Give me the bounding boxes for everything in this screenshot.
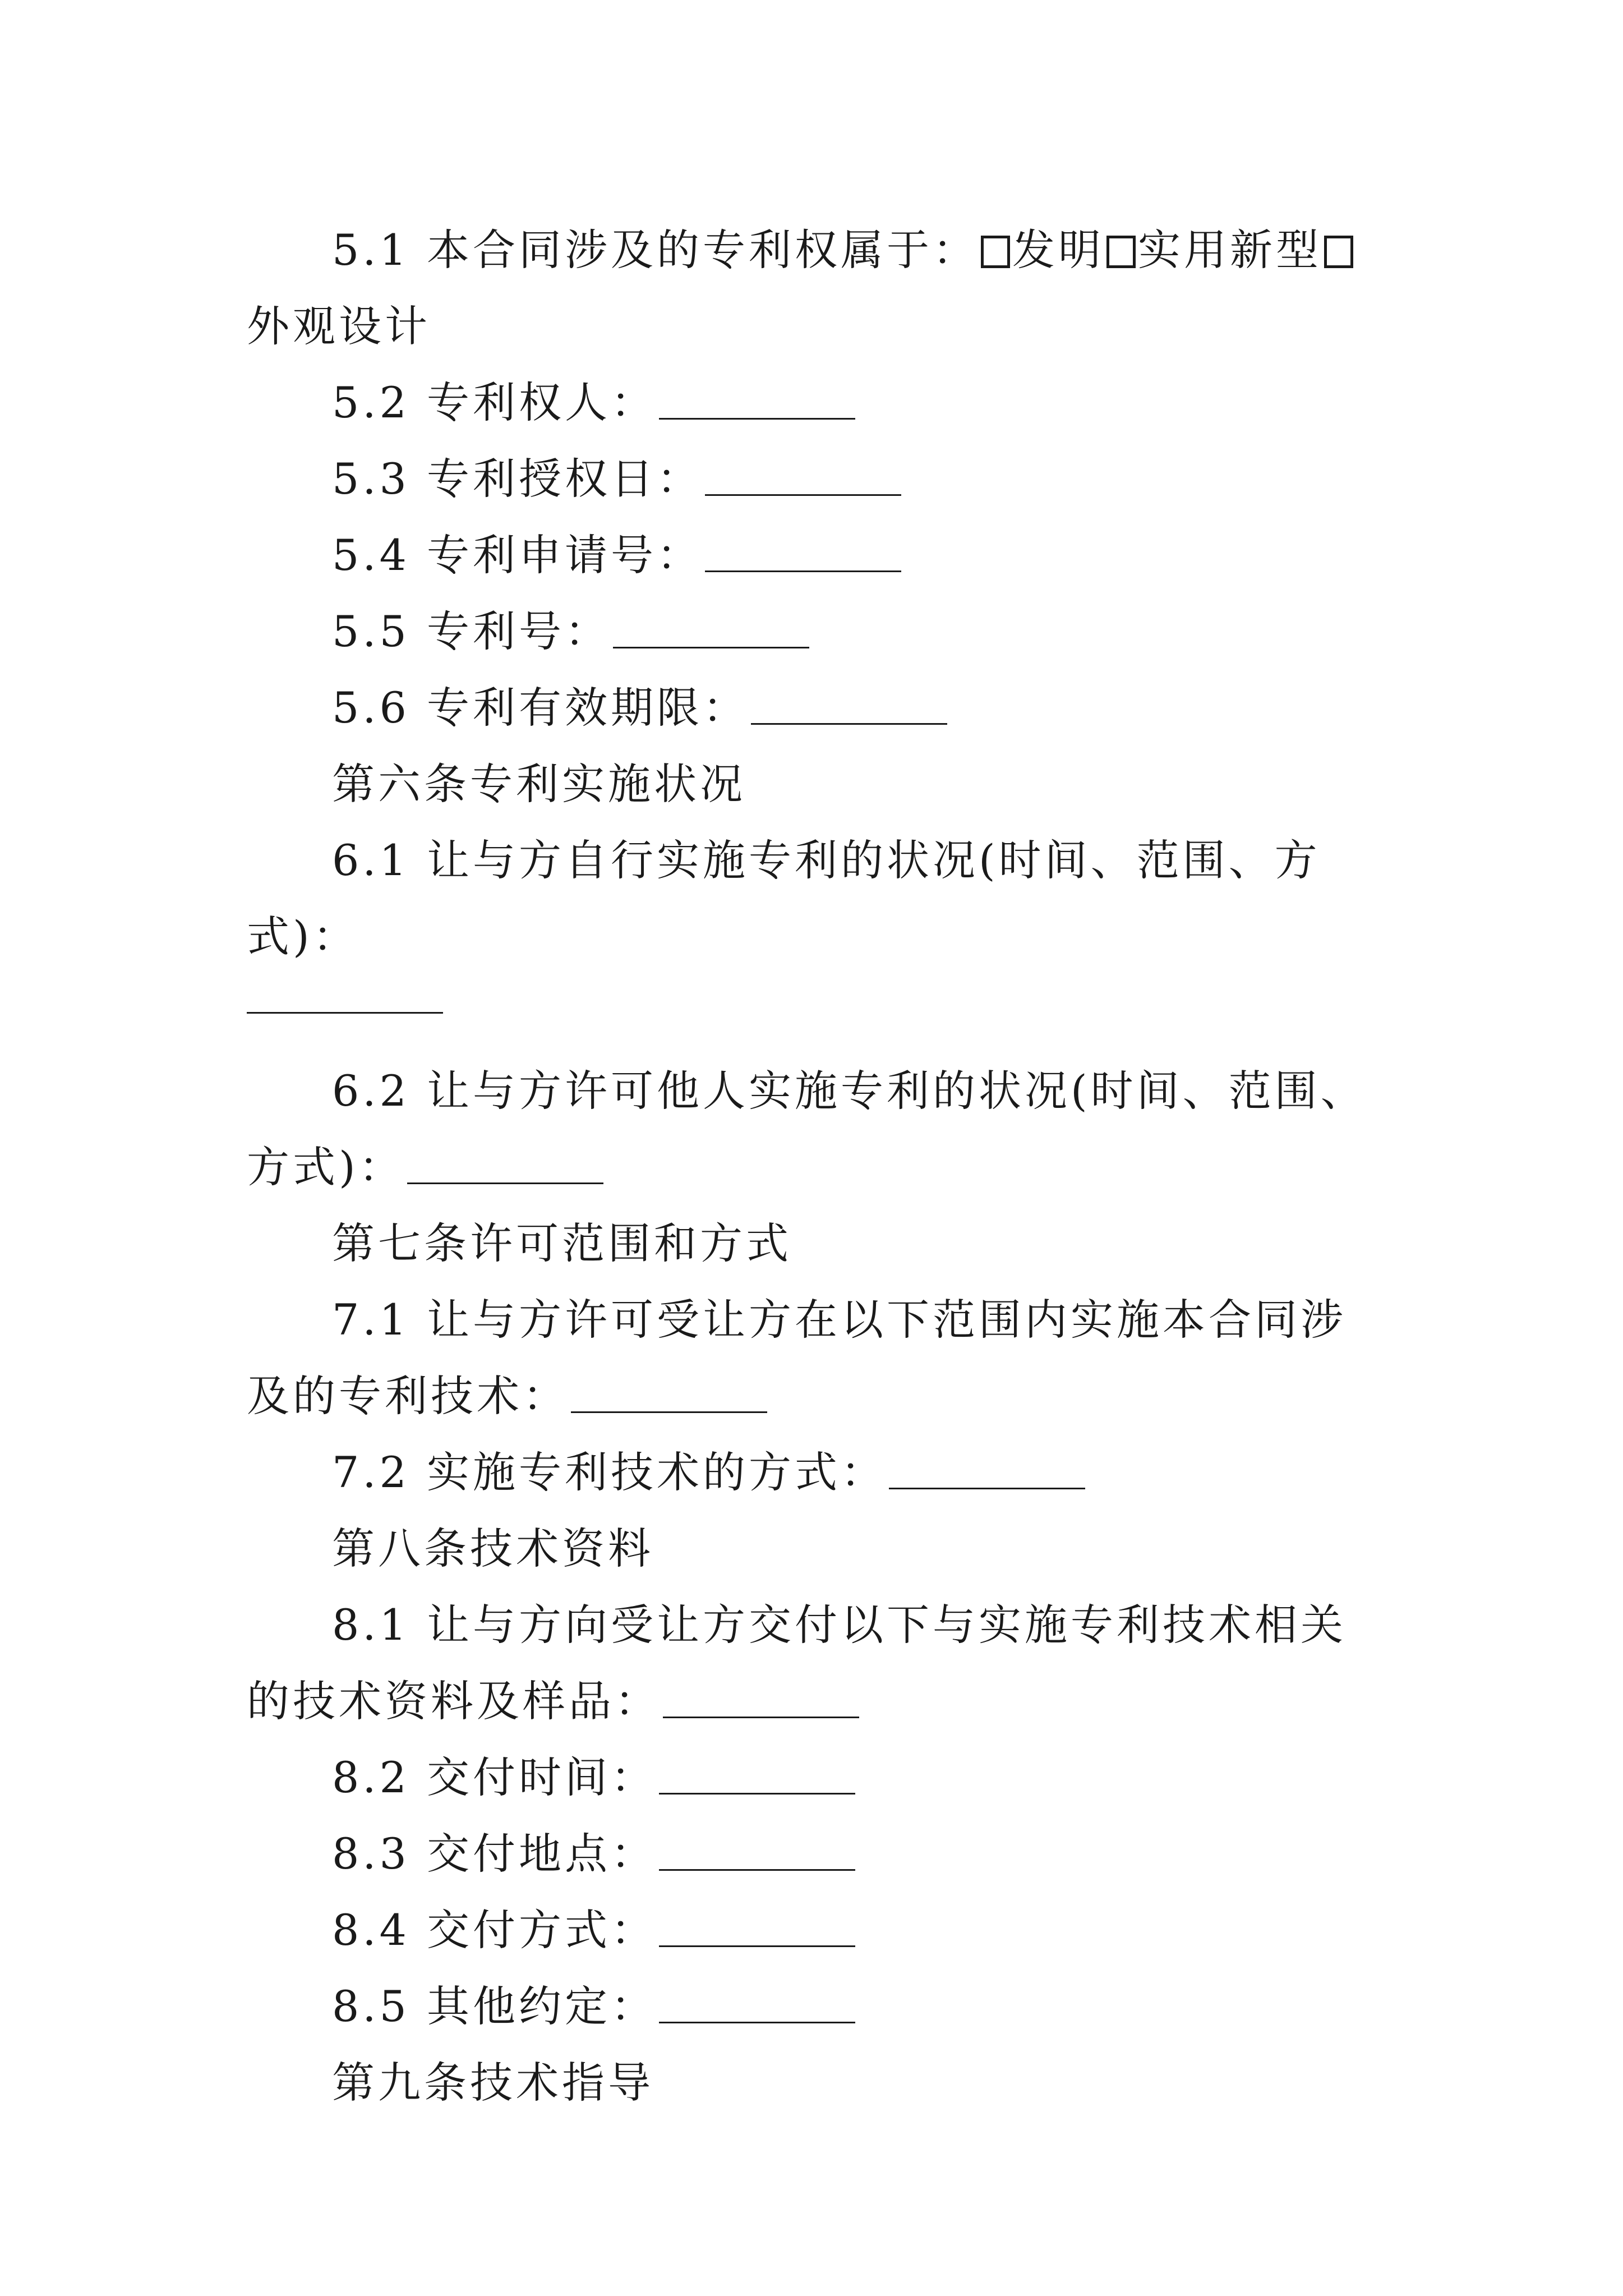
checkbox-design[interactable] bbox=[1324, 236, 1353, 268]
clause-5-2-label: 5.2 专利权人： bbox=[332, 378, 657, 427]
clause-6-2 bbox=[247, 1053, 1380, 1205]
clause-5-5 bbox=[247, 593, 1380, 670]
application-number-blank[interactable] bbox=[705, 533, 901, 572]
clause-5-1-label: 5.1 本合同涉及的专利权属于： bbox=[332, 225, 979, 275]
clause-5-5-label: 5.5 专利号： bbox=[332, 606, 611, 656]
clause-7-2 bbox=[247, 1434, 1380, 1511]
grant-date-blank[interactable] bbox=[705, 457, 901, 496]
clause-5-2 bbox=[247, 365, 1380, 441]
delivery-method-blank[interactable] bbox=[659, 1908, 855, 1947]
clause-8-4 bbox=[247, 1892, 1380, 1968]
clause-8-5-label: 8.5 其他约定： bbox=[332, 1981, 657, 2031]
option-utility-model-label: 实用新型 bbox=[1138, 225, 1322, 275]
delivery-time-blank[interactable] bbox=[659, 1756, 855, 1795]
article-7-title: 第七条许可范围和方式 bbox=[332, 1218, 792, 1268]
clause-8-2-label: 8.2 交付时间： bbox=[332, 1752, 657, 1802]
technical-materials-blank[interactable] bbox=[663, 1680, 859, 1718]
clause-6-1-label: 6.1 让与方自行实施专利的状况(时间、范围、方式)： bbox=[247, 835, 1321, 961]
clause-8-3 bbox=[247, 1816, 1380, 1892]
patentee-blank[interactable] bbox=[659, 381, 855, 420]
patent-number-blank[interactable] bbox=[613, 610, 809, 648]
article-7-heading bbox=[247, 1205, 1380, 1282]
clause-5-6 bbox=[247, 670, 1380, 746]
article-8-title: 第八条技术资料 bbox=[332, 1524, 654, 1573]
implementation-method-blank[interactable] bbox=[889, 1451, 1085, 1489]
clause-8-1-label: 8.1 让与方向受让方交付以下与实施专利技术相关的技术资料及样品： bbox=[247, 1600, 1347, 1726]
delivery-place-blank[interactable] bbox=[659, 1832, 855, 1871]
checkbox-invention[interactable] bbox=[981, 236, 1010, 268]
article-6-heading bbox=[247, 746, 1380, 822]
article-9-title: 第九条技术指导 bbox=[332, 2058, 654, 2108]
option-invention-label: 发明 bbox=[1012, 225, 1105, 275]
clause-8-4-label: 8.4 交付方式： bbox=[332, 1905, 657, 1955]
clause-5-4-label: 5.4 专利申请号： bbox=[332, 530, 703, 580]
article-9-heading bbox=[247, 2045, 1380, 2121]
option-design-label: 外观设计 bbox=[247, 301, 431, 351]
article-8-heading bbox=[247, 1511, 1380, 1587]
clause-5-3-label: 5.3 专利授权日： bbox=[332, 454, 703, 504]
clause-6-2-label: 6.2 让与方许可他人实施专利的状况(时间、范围、方式)： bbox=[247, 1066, 1367, 1192]
validity-period-blank[interactable] bbox=[751, 686, 947, 725]
clause-7-1 bbox=[247, 1282, 1380, 1434]
clause-5-1 bbox=[247, 212, 1380, 365]
clause-5-4 bbox=[247, 517, 1380, 593]
checkbox-utility-model[interactable] bbox=[1106, 236, 1136, 268]
clause-8-2 bbox=[247, 1740, 1380, 1816]
license-scope-blank[interactable] bbox=[571, 1374, 767, 1413]
clause-7-2-label: 7.2 实施专利技术的方式： bbox=[332, 1447, 887, 1497]
clause-6-1 bbox=[247, 822, 1380, 975]
clause-8-1 bbox=[247, 1587, 1380, 1740]
clause-8-3-label: 8.3 交付地点： bbox=[332, 1829, 657, 1879]
clause-5-3 bbox=[247, 441, 1380, 517]
clause-5-6-label: 5.6 专利有效期限： bbox=[332, 683, 749, 733]
document-body bbox=[247, 212, 1380, 2121]
other-agreements-blank[interactable] bbox=[659, 1985, 855, 2023]
clause-7-1-label: 7.1 让与方许可受让方在以下范围内实施本合同涉及的专利技术： bbox=[247, 1295, 1347, 1421]
others-implementation-blank[interactable] bbox=[407, 1145, 603, 1184]
self-implementation-blank[interactable] bbox=[247, 975, 443, 1014]
article-6-title: 第六条专利实施状况 bbox=[332, 759, 746, 809]
clause-8-5 bbox=[247, 1968, 1380, 2045]
